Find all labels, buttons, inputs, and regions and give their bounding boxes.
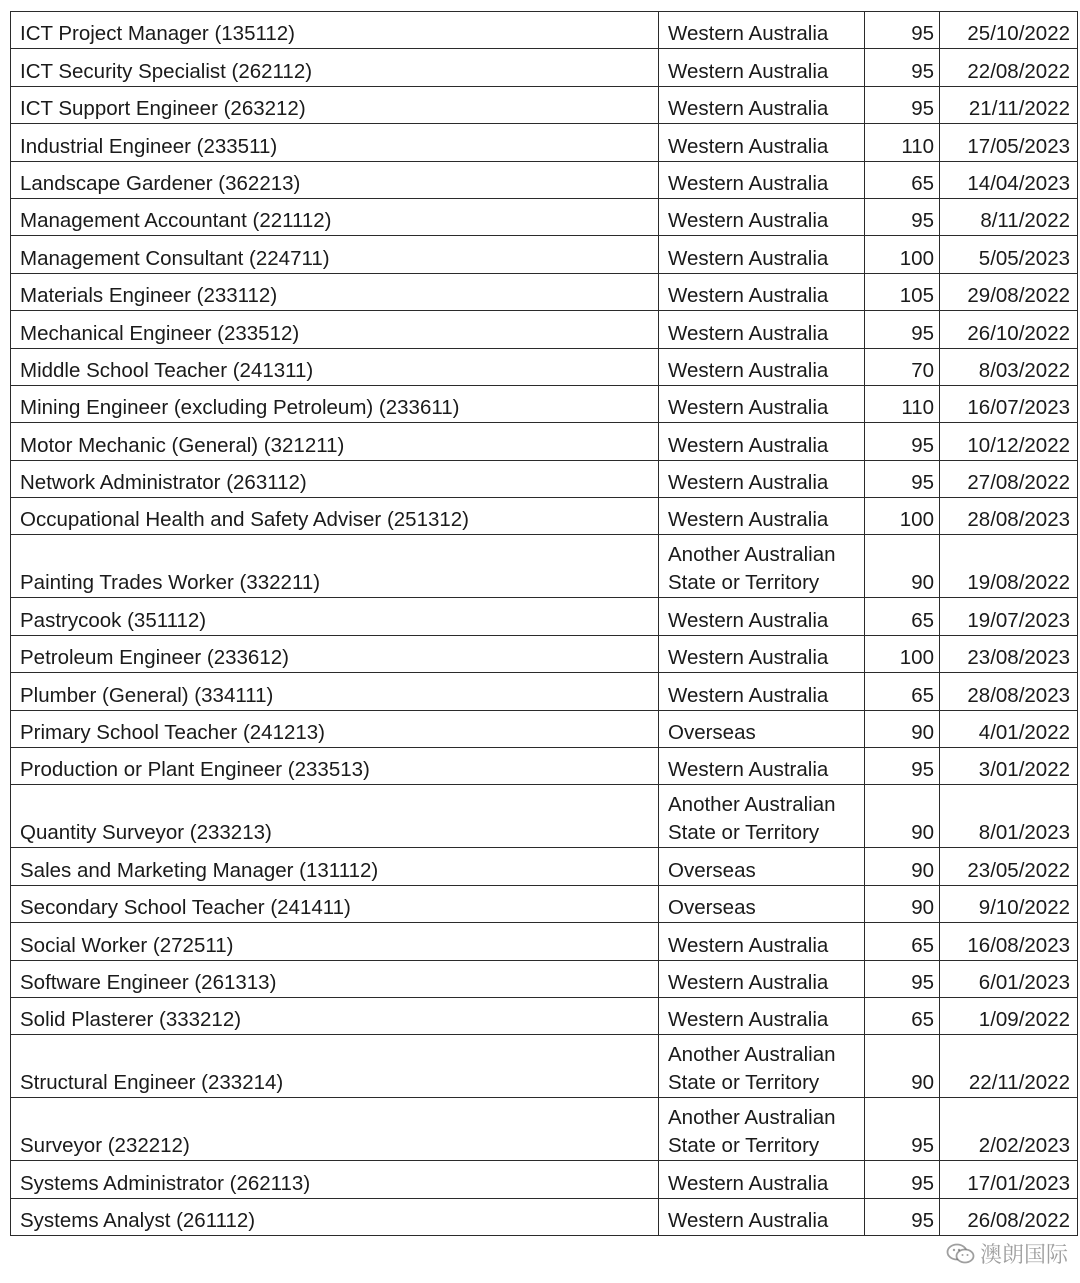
date-cell: 2/02/2023 <box>940 1098 1078 1161</box>
wechat-icon <box>946 1242 976 1266</box>
points-cell: 95 <box>865 12 940 49</box>
location-cell: Western Australia <box>659 385 865 422</box>
points-cell: 90 <box>865 710 940 747</box>
table-row <box>11 1198 1078 1235</box>
location-cell: Western Australia <box>659 598 865 635</box>
table-row <box>11 236 1078 273</box>
location-cell: Another Australian State or Territory <box>659 1035 865 1098</box>
table-row <box>11 423 1078 460</box>
date-cell: 8/01/2023 <box>940 785 1078 848</box>
date-cell: 5/05/2023 <box>940 236 1078 273</box>
points-cell: 100 <box>865 635 940 672</box>
location-cell: Western Australia <box>659 198 865 235</box>
occupation-cell: Materials Engineer (233112) <box>11 273 659 310</box>
date-cell: 26/10/2022 <box>940 311 1078 348</box>
points-cell: 90 <box>865 848 940 885</box>
points-cell: 90 <box>865 1035 940 1098</box>
occupation-cell: Surveyor (232212) <box>11 1098 659 1161</box>
table-row <box>11 748 1078 785</box>
date-cell: 1/09/2022 <box>940 997 1078 1034</box>
occupation-cell: Sales and Marketing Manager (131112) <box>11 848 659 885</box>
points-cell: 105 <box>865 273 940 310</box>
points-cell: 95 <box>865 960 940 997</box>
table-row <box>11 785 1078 848</box>
location-cell: Western Australia <box>659 86 865 123</box>
date-cell: 27/08/2022 <box>940 460 1078 497</box>
watermark-text: 澳朗国际 <box>979 1242 1068 1267</box>
occupation-cell: Mechanical Engineer (233512) <box>11 311 659 348</box>
location-cell: Western Australia <box>659 124 865 161</box>
points-cell: 70 <box>865 348 940 385</box>
occupation-cell: Secondary School Teacher (241411) <box>11 885 659 922</box>
date-cell: 28/08/2023 <box>940 498 1078 535</box>
date-cell: 16/07/2023 <box>940 385 1078 422</box>
date-cell: 8/11/2022 <box>940 198 1078 235</box>
location-cell: Another Australian State or Territory <box>659 535 865 598</box>
location-cell: Western Australia <box>659 311 865 348</box>
occupation-cell: Primary School Teacher (241213) <box>11 710 659 747</box>
table-row <box>11 673 1078 710</box>
table-row <box>11 885 1078 922</box>
date-cell: 4/01/2022 <box>940 710 1078 747</box>
location-cell: Overseas <box>659 885 865 922</box>
location-cell: Western Australia <box>659 1161 865 1198</box>
occupation-cell: Systems Analyst (261112) <box>11 1198 659 1235</box>
occupation-cell: Industrial Engineer (233511) <box>11 124 659 161</box>
location-cell: Western Australia <box>659 161 865 198</box>
table-row <box>11 311 1078 348</box>
points-cell: 100 <box>865 498 940 535</box>
date-cell: 22/08/2022 <box>940 49 1078 86</box>
occupation-cell: Plumber (General) (334111) <box>11 673 659 710</box>
date-cell: 9/10/2022 <box>940 885 1078 922</box>
date-cell: 14/04/2023 <box>940 161 1078 198</box>
location-cell: Western Australia <box>659 748 865 785</box>
points-cell: 65 <box>865 997 940 1034</box>
occupation-cell: Social Worker (272511) <box>11 923 659 960</box>
occupation-cell: Production or Plant Engineer (233513) <box>11 748 659 785</box>
date-cell: 17/01/2023 <box>940 1161 1078 1198</box>
location-cell: Western Australia <box>659 960 865 997</box>
table-row <box>11 385 1078 422</box>
occupation-cell: Middle School Teacher (241311) <box>11 348 659 385</box>
points-cell: 95 <box>865 1098 940 1161</box>
table-row <box>11 997 1078 1034</box>
occupation-cell: Pastrycook (351112) <box>11 598 659 635</box>
date-cell: 25/10/2022 <box>940 12 1078 49</box>
table-row <box>11 124 1078 161</box>
table-row <box>11 635 1078 672</box>
location-cell: Western Australia <box>659 673 865 710</box>
occupation-cell: Structural Engineer (233214) <box>11 1035 659 1098</box>
points-cell: 95 <box>865 748 940 785</box>
date-cell: 22/11/2022 <box>940 1035 1078 1098</box>
occupation-cell: ICT Project Manager (135112) <box>11 12 659 49</box>
points-cell: 95 <box>865 460 940 497</box>
table-row <box>11 1161 1078 1198</box>
table-row <box>11 1098 1078 1161</box>
occupation-cell: Management Consultant (224711) <box>11 236 659 273</box>
occupation-cell: Motor Mechanic (General) (321211) <box>11 423 659 460</box>
occupation-cell: Petroleum Engineer (233612) <box>11 635 659 672</box>
table-row <box>11 848 1078 885</box>
date-cell: 17/05/2023 <box>940 124 1078 161</box>
location-cell: Western Australia <box>659 460 865 497</box>
occupation-cell: Systems Administrator (262113) <box>11 1161 659 1198</box>
table-row <box>11 460 1078 497</box>
points-cell: 95 <box>865 49 940 86</box>
location-cell: Western Australia <box>659 923 865 960</box>
table-row <box>11 86 1078 123</box>
location-cell: Overseas <box>659 848 865 885</box>
points-cell: 65 <box>865 923 940 960</box>
table-row <box>11 710 1078 747</box>
date-cell: 10/12/2022 <box>940 423 1078 460</box>
location-cell: Western Australia <box>659 423 865 460</box>
occupation-cell: Software Engineer (261313) <box>11 960 659 997</box>
date-cell: 19/07/2023 <box>940 598 1078 635</box>
date-cell: 23/08/2023 <box>940 635 1078 672</box>
date-cell: 26/08/2022 <box>940 1198 1078 1235</box>
occupation-cell: ICT Security Specialist (262112) <box>11 49 659 86</box>
table-body <box>11 12 1078 1236</box>
table-row <box>11 598 1078 635</box>
points-cell: 95 <box>865 86 940 123</box>
location-cell: Western Australia <box>659 236 865 273</box>
points-cell: 110 <box>865 124 940 161</box>
table-row <box>11 198 1078 235</box>
table-row <box>11 348 1078 385</box>
table-row <box>11 273 1078 310</box>
occupation-table <box>10 11 1078 1236</box>
table-row <box>11 498 1078 535</box>
occupation-cell: Management Accountant (221112) <box>11 198 659 235</box>
location-cell: Western Australia <box>659 635 865 672</box>
points-cell: 65 <box>865 673 940 710</box>
points-cell: 65 <box>865 598 940 635</box>
location-cell: Overseas <box>659 710 865 747</box>
points-cell: 90 <box>865 785 940 848</box>
location-cell: Western Australia <box>659 498 865 535</box>
table-row <box>11 1035 1078 1098</box>
date-cell: 6/01/2023 <box>940 960 1078 997</box>
points-cell: 95 <box>865 1161 940 1198</box>
occupation-cell: Solid Plasterer (333212) <box>11 997 659 1034</box>
location-cell: Western Australia <box>659 273 865 310</box>
location-cell: Western Australia <box>659 1198 865 1235</box>
date-cell: 8/03/2022 <box>940 348 1078 385</box>
points-cell: 100 <box>865 236 940 273</box>
table-row <box>11 12 1078 49</box>
date-cell: 16/08/2023 <box>940 923 1078 960</box>
points-cell: 95 <box>865 1198 940 1235</box>
location-cell: Western Australia <box>659 348 865 385</box>
date-cell: 28/08/2023 <box>940 673 1078 710</box>
table-row <box>11 960 1078 997</box>
occupation-cell: Quantity Surveyor (233213) <box>11 785 659 848</box>
location-cell: Western Australia <box>659 49 865 86</box>
location-cell: Another Australian State or Territory <box>659 1098 865 1161</box>
points-cell: 95 <box>865 311 940 348</box>
table-row <box>11 923 1078 960</box>
points-cell: 95 <box>865 423 940 460</box>
location-cell: Western Australia <box>659 12 865 49</box>
table-row <box>11 161 1078 198</box>
location-cell: Western Australia <box>659 997 865 1034</box>
date-cell: 3/01/2022 <box>940 748 1078 785</box>
occupation-cell: Mining Engineer (excluding Petroleum) (233611) <box>11 385 659 422</box>
date-cell: 21/11/2022 <box>940 86 1078 123</box>
points-cell: 95 <box>865 198 940 235</box>
points-cell: 65 <box>865 161 940 198</box>
watermark <box>946 1238 1068 1269</box>
occupation-cell: Painting Trades Worker (332211) <box>11 535 659 598</box>
occupation-cell: Landscape Gardener (362213) <box>11 161 659 198</box>
points-cell: 90 <box>865 885 940 922</box>
occupation-cell: ICT Support Engineer (263212) <box>11 86 659 123</box>
date-cell: 23/05/2022 <box>940 848 1078 885</box>
points-cell: 110 <box>865 385 940 422</box>
date-cell: 19/08/2022 <box>940 535 1078 598</box>
table-row <box>11 535 1078 598</box>
table-row <box>11 49 1078 86</box>
points-cell: 90 <box>865 535 940 598</box>
location-cell: Another Australian State or Territory <box>659 785 865 848</box>
occupation-cell: Occupational Health and Safety Adviser (251312) <box>11 498 659 535</box>
occupation-cell: Network Administrator (263112) <box>11 460 659 497</box>
date-cell: 29/08/2022 <box>940 273 1078 310</box>
